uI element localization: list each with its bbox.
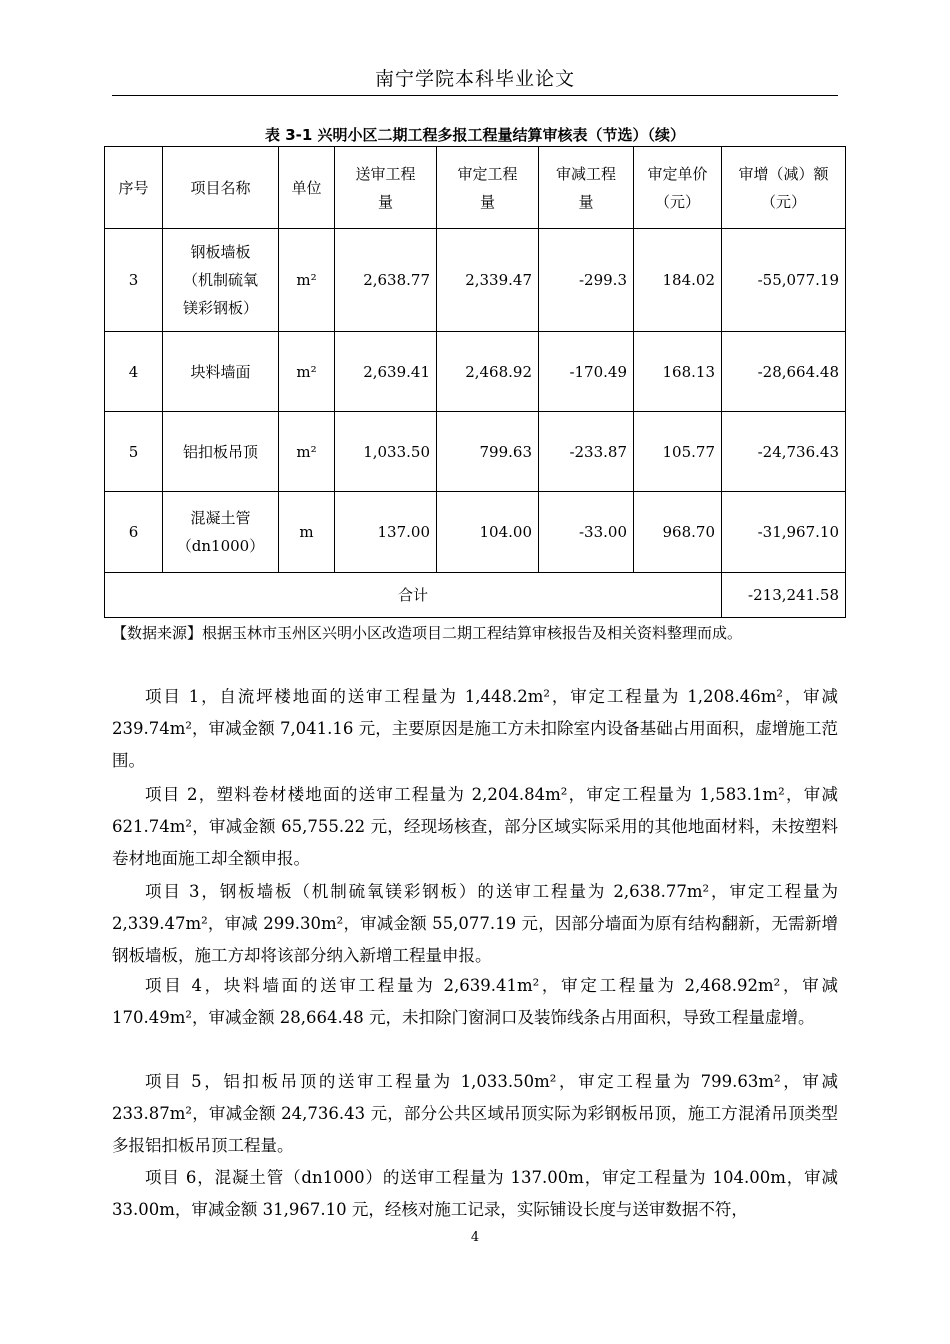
- header-approved-line2: 量: [479, 192, 495, 211]
- cell-name-line: （dn1000）: [176, 537, 265, 555]
- settlement-table: [104, 146, 846, 618]
- header-reduced-line2: 量: [578, 192, 594, 211]
- cell-submitted: 137.00: [335, 492, 437, 573]
- header-approved: [437, 147, 539, 229]
- cell-unit: m: [279, 492, 335, 573]
- cell-approved: 799.63: [437, 412, 539, 492]
- cell-price: 968.70: [634, 492, 722, 573]
- cell-name: [163, 492, 279, 573]
- table-row: [105, 229, 846, 332]
- header-no: 序号: [105, 147, 163, 229]
- total-value: -213,241.58: [722, 573, 846, 618]
- paragraph-item-1: 项目 1，自流坪楼地面的送审工程量为 1,448.2m²，审定工程量为 1,208.46m²，审减 239.74m²，审减金额 7,041.16 元，主要原因是施工方未扣除室内设备基础占用面积，虚增施工范围。: [112, 687, 838, 770]
- paragraph-item-6: 项目 6，混凝土管（dn1000）的送审工程量为 137.00m，审定工程量为 104.00m，审减 33.00m，审减金额 31,967.10 元，经核对施工记录，实际铺设长度与送审数据不符，: [112, 1168, 838, 1219]
- cell-submitted: 2,638.77: [335, 229, 437, 332]
- table-row: [105, 332, 846, 412]
- table-row: [105, 412, 846, 492]
- cell-amount: -24,736.43: [722, 412, 846, 492]
- cell-name-line: （机制硫氧: [182, 271, 258, 289]
- cell-amount: -28,664.48: [722, 332, 846, 412]
- cell-price: 168.13: [634, 332, 722, 412]
- cell-submitted: 1,033.50: [335, 412, 437, 492]
- page-number: 4: [470, 1230, 480, 1245]
- cell-reduced: -170.49: [539, 332, 634, 412]
- cell-name-line: 钢板墙板: [190, 243, 251, 261]
- cell-name: [163, 229, 279, 332]
- cell-approved: 2,468.92: [437, 332, 539, 412]
- header-price: [634, 147, 722, 229]
- paragraph-item-5: 项目 5，铝扣板吊顶的送审工程量为 1,033.50m²，审定工程量为 799.63m²，审减 233.87m²，审减金额 24,736.43 元，部分公共区域吊顶实际为彩钢板吊顶，施工方混淆吊顶类型多报铝扣板吊顶工程量。: [112, 1072, 838, 1155]
- header-unit: 单位: [279, 147, 335, 229]
- header-reduced: [539, 147, 634, 229]
- header-rule: [112, 95, 838, 96]
- cell-reduced: -233.87: [539, 412, 634, 492]
- cell-amount: -55,077.19: [722, 229, 846, 332]
- cell-price: 184.02: [634, 229, 722, 332]
- header-reduced-line1: 审减工程: [555, 164, 616, 183]
- cell-no: 3: [105, 229, 163, 332]
- cell-approved: 2,339.47: [437, 229, 539, 332]
- paragraph-item-2: 项目 2，塑料卷材楼地面的送审工程量为 2,204.84m²，审定工程量为 1,583.1m²，审减 621.74m²，审减金额 65,755.22 元，经现场核查，部分区域实际采用的其他地面材料，未按塑料卷材地面施工却全额申报。: [112, 785, 838, 868]
- header-amount-line1: 审增（减）额: [738, 164, 829, 183]
- table-header-row: [105, 147, 846, 229]
- total-label: 合计: [105, 573, 722, 618]
- cell-name: 铝扣板吊顶: [163, 412, 279, 492]
- cell-unit: m²: [279, 412, 335, 492]
- cell-no: 5: [105, 412, 163, 492]
- cell-no: 4: [105, 332, 163, 412]
- header-amount: [722, 147, 846, 229]
- cell-price: 105.77: [634, 412, 722, 492]
- cell-submitted: 2,639.41: [335, 332, 437, 412]
- data-source-note: 【数据来源】根据玉林市玉州区兴明小区改造项目二期工程结算审核报告及相关资料整理而成。: [112, 624, 743, 642]
- table-caption: 表 3-1 兴明小区二期工程多报工程量结算审核表（节选）（续）: [264, 126, 686, 144]
- running-header: 南宁学院本科毕业论文: [374, 68, 575, 90]
- cell-amount: -31,967.10: [722, 492, 846, 573]
- header-name: 项目名称: [163, 147, 279, 229]
- cell-no: 6: [105, 492, 163, 573]
- header-submitted-line1: 送审工程: [355, 164, 416, 183]
- header-submitted: [335, 147, 437, 229]
- paragraph-item-3: 项目 3，钢板墙板（机制硫氧镁彩钢板）的送审工程量为 2,638.77m²，审定工程量为 2,339.47m²，审减 299.30m²，审减金额 55,077.19 元，因部分墙面为原有结构翻新，无需新增钢板墙板，施工方却将该部分纳入新增工程量申报。: [112, 882, 838, 965]
- cell-unit: m²: [279, 229, 335, 332]
- cell-approved: 104.00: [437, 492, 539, 573]
- header-submitted-line2: 量: [377, 192, 393, 211]
- header-approved-line1: 审定工程: [457, 164, 518, 183]
- paragraph-item-4: 项目 4，块料墙面的送审工程量为 2,639.41m²，审定工程量为 2,468.92m²，审减 170.49m²，审减金额 28,664.48 元，未扣除门窗洞口及装饰线条占用面积，导致工程量虚增。: [112, 976, 838, 1027]
- table-row: [105, 492, 846, 573]
- header-price-line1: 审定单价: [647, 164, 708, 183]
- cell-unit: m²: [279, 332, 335, 412]
- header-price-line2: （元）: [654, 192, 700, 211]
- header-amount-line2: （元）: [760, 192, 806, 211]
- cell-reduced: -299.3: [539, 229, 634, 332]
- cell-name: 块料墙面: [163, 332, 279, 412]
- cell-reduced: -33.00: [539, 492, 634, 573]
- cell-name-line: 混凝土管: [190, 509, 251, 527]
- cell-name-line: 镁彩钢板）: [182, 299, 258, 317]
- table-total-row: [105, 573, 846, 618]
